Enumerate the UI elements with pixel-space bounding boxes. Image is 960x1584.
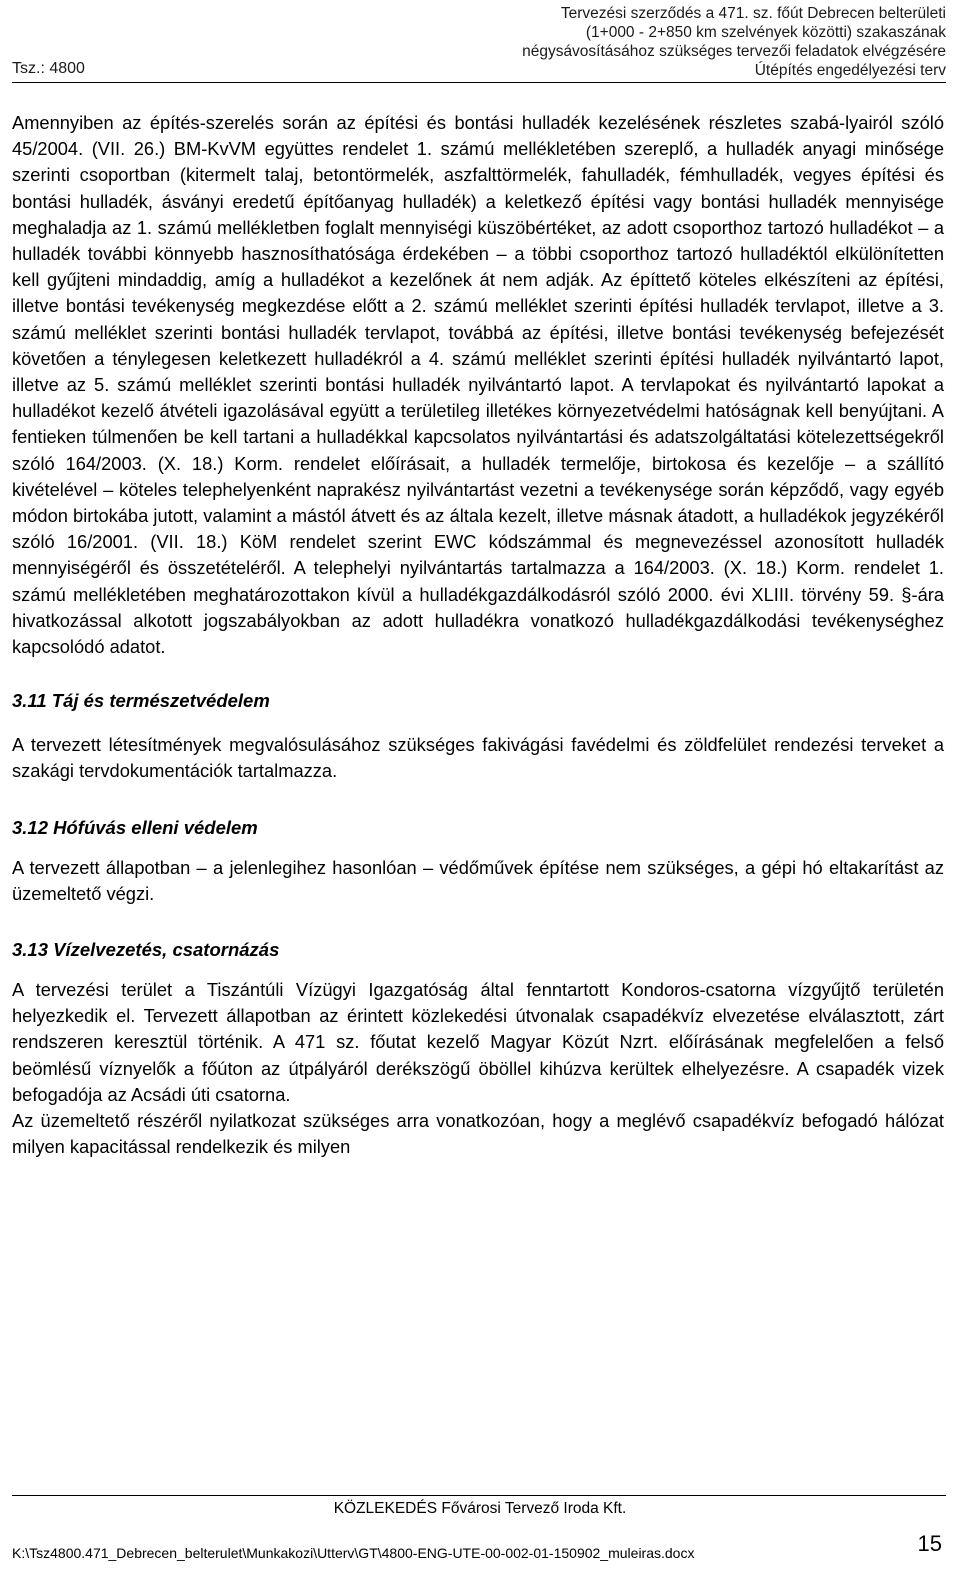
header-line: (1+000 - 2+850 km szelvények közötti) szakaszának xyxy=(585,24,946,41)
header-title-block xyxy=(522,4,946,80)
footer-divider xyxy=(12,1495,946,1496)
page-number: 15 xyxy=(917,1531,942,1556)
section-heading-3-11: 3.11 Táj és természetvédelem xyxy=(12,690,270,712)
section-3-12-paragraph: A tervezett állapotban – a jelenlegihez hasonlóan – védőművek építése nem szükséges, a gépi hó eltakarítást az üzemeltető végzi. xyxy=(12,856,944,904)
section-3-13-paragraph: A tervezési terület a Tiszántúli Vízügyi Igazgatóság által fenntartott Kondoros-csatorna vízgyűjtő területén helyezkedik el. Tervezett állapotban az érintett közlekedési útvonalak csapadékvíz elvezetése elválasztott, zárt rendszeren keresztül történik. A 471 sz. főutat kezelő Magyar Közút Nzrt. előírásának megfelelően a felső beömlésű víznyelők a főúton az útpályáról derékszögű öböllel kihúzva kerültek elhelyezésre. A csapadék vizek befogadója az Acsádi úti csatorna. xyxy=(12,979,944,1105)
footer-file-path: K:\Tsz4800.471_Debrecen_belterulet\Munkakozi\Utterv\GT\4800-ENG-UTE-00-002-01-150902_muleiras.docx xyxy=(12,1545,695,1561)
header-line: Útépítés engedélyezési terv xyxy=(754,62,946,79)
tsz-number: Tsz.: 4800 xyxy=(12,60,85,77)
header-line: négysávosításához szükséges tervezői feladatok elvégzésére xyxy=(522,43,946,60)
page-header xyxy=(12,4,946,83)
document-body xyxy=(12,110,944,1161)
intro-paragraph: Amennyiben az építés-szerelés során az építési és bontási hulladék kezelésének részletes szabá-lyairól szóló 45/2004. (VII. 26.) BM-KvVM együttes rendelet 1. számú mellékletében szereplő, a hulladék anyagi minősége szerinti csoportban (kitermelt talaj, betontörmelék, aszfalttörmelék, fahulladék, fémhulladék, vegyes építési és bontási hulladék, ásványi eredetű építőanyag hulladék) a keletkező építési vagy bontási hulladék mennyisége meghaladja az 1. számú mellékletben foglalt mennyiségi küszöbértéket, az adott csoporthoz tartozó hulladékot – a hulladék további könnyebb hasznosíthatósága érdekében – a többi csoporthoz tartozó hulladéktól elkülönítetten kell gyűjteni mindaddig, amíg a hulladékot a kezelőnek át nem adják. Az építtető köteles elkészíteni az építési, illetve bontási tevékenység megkezdése előtt a 2. számú melléklet szerinti építési hulladék tervlapot, illetve a 3. számú melléklet szerinti bontási hulladék tervlapot, továbbá az építési, illetve bontási tevékenység befejezését követően a ténylegesen keletkezett hulladékról a 4. számú melléklet szerinti építési hulladék nyilvántartó lapot, illetve az 5. számú melléklet szerinti bontási hulladék nyilvántartó lapot. A tervlapokat és nyilvántartó lapokat a hulladékot kezelő átvételi igazolásával együtt a területileg illetékes környezetvédelmi hatóságnak kell benyújtani. A fentieken túlmenően be kell tartani a hulladékkal kapcsolatos nyilvántartási és adatszolgáltatási kötelezettségekről szóló 164/2003. (X. 18.) Korm. rendelet előírásait, a hulladék termelője, birtokosa és kezelője – a szállító kivételével – köteles telephelyenként naprakész nyilvántartást vezetni a tevékenysége során képződő, vagy egyéb módon birtokába jutott, valamint a mástól átvett és az általa kezelt, illetve másnak átadott, a hulladékok jegyzékéről szóló 16/2001. (VII. 18.) KöM rendelet szerint EWC kódszámmal és megnevezéssel azonosított hulladék mennyiségéről és összetételéről. A telephelyi nyilvántartás tartalmazza a 164/2003. (X. 18.) Korm. rendelet 1. számú mellékletében meghatározottakon kívül a hulladékgazdálkodásról szóló 2000. évi XLIII. törvény 59. §-ára hivatkozással alkotott jogszabályokban az adott hulladékra vonatkozó hulladékgazdálkodási tevékenységhez kapcsolódó adatot. xyxy=(12,112,944,658)
section-3-13-paragraph-2: Az üzemeltető részéről nyilatkozat szükséges arra vonatkozóan, hogy a meglévő csapadékvíz befogadó hálózat milyen kapacitással rendelkezik és milyen xyxy=(12,1110,944,1158)
section-heading-3-13: 3.13 Vízelvezetés, csatornázás xyxy=(12,939,280,961)
section-heading-3-12: 3.12 Hófúvás elleni védelem xyxy=(12,816,258,838)
header-line: Tervezési szerződés a 471. sz. főút Debrecen belterületi xyxy=(560,5,946,22)
section-3-11-paragraph: A tervezett létesítmények megvalósulásához szükséges fakivágási favédelmi és zöldfelület rendezési terveket a szakági tervdokumentációk tartalmazza. xyxy=(12,734,944,782)
footer-company: KÖZLEKEDÉS Fővárosi Tervező Iroda Kft. xyxy=(333,1500,627,1517)
